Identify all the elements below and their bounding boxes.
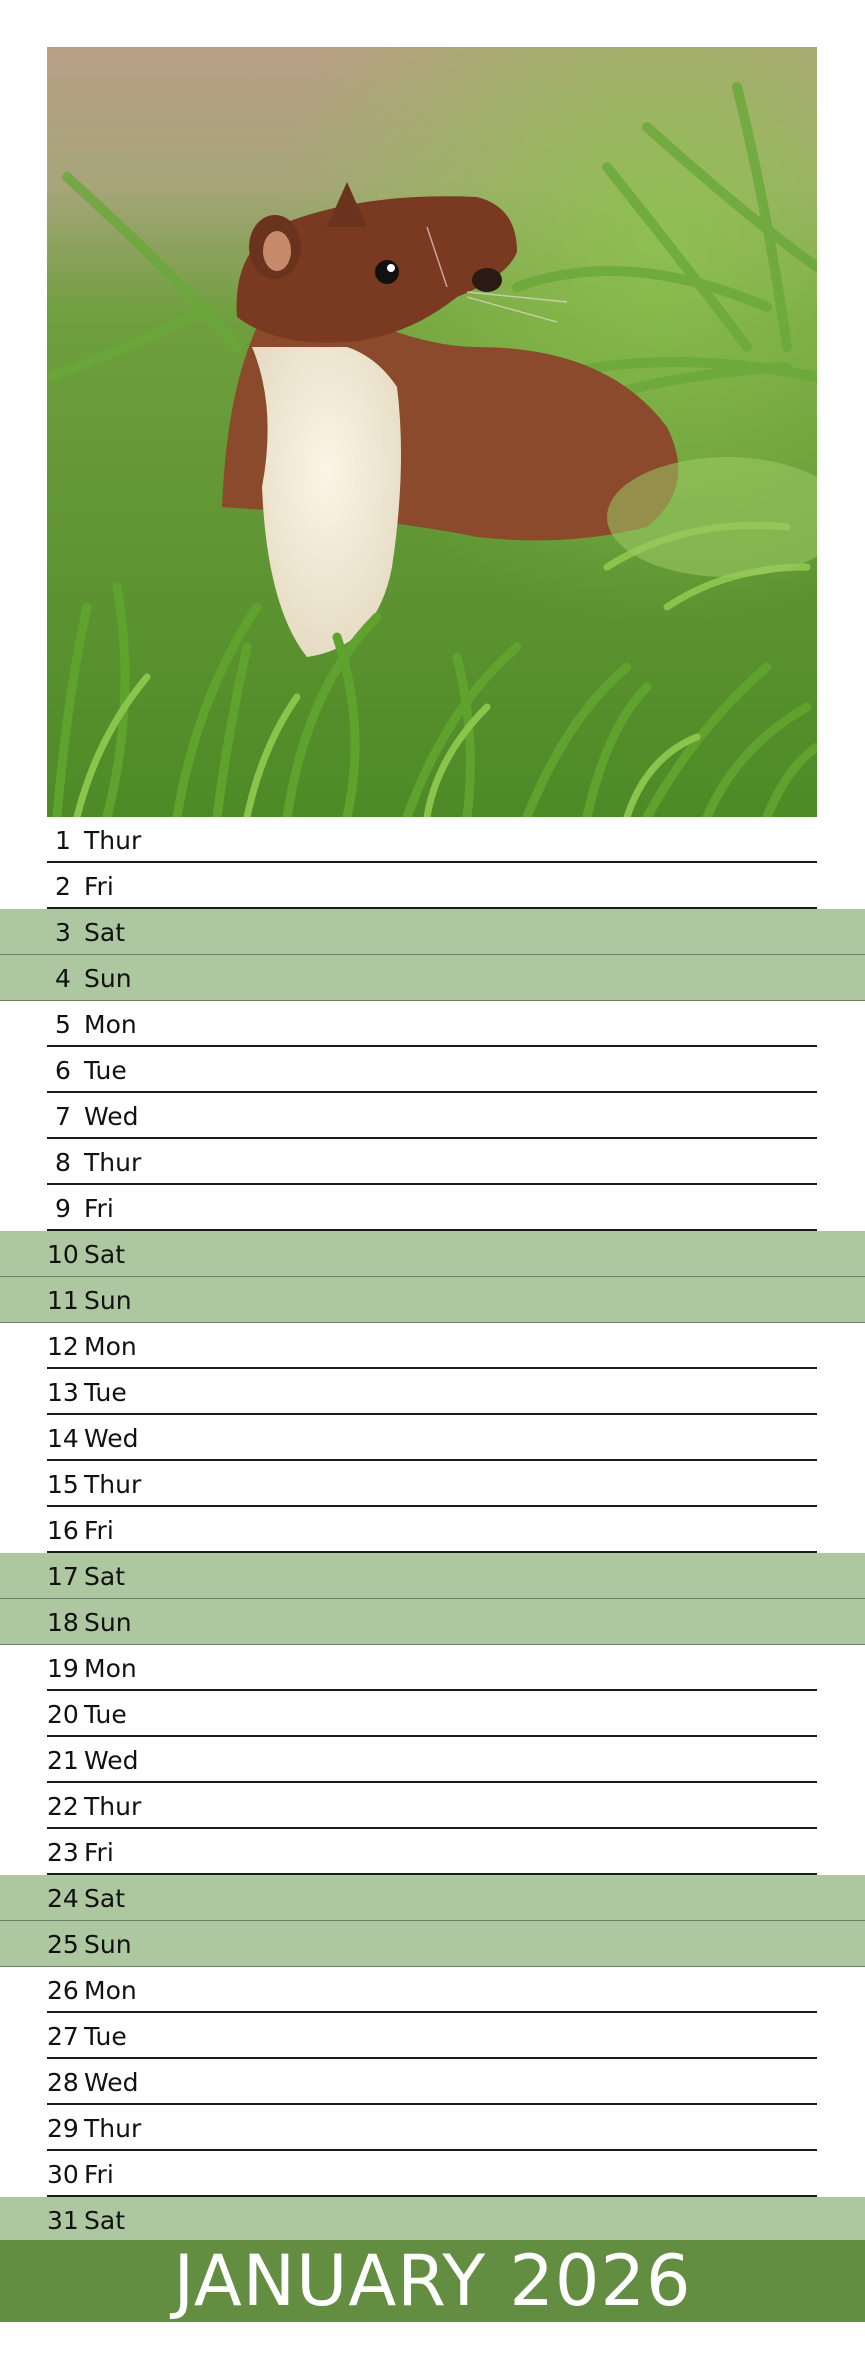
day-of-week: Fri	[84, 1838, 114, 1867]
day-of-week: Sun	[84, 1930, 132, 1959]
day-number: 6	[55, 1056, 71, 1085]
day-row	[0, 1323, 865, 1369]
day-number: 11	[47, 1286, 79, 1315]
day-of-week: Tue	[84, 2022, 127, 2051]
day-number: 14	[47, 1424, 79, 1453]
day-of-week: Wed	[84, 1424, 139, 1453]
day-of-week: Wed	[84, 2068, 139, 2097]
day-number: 17	[47, 1562, 79, 1591]
day-of-week: Fri	[84, 872, 114, 901]
day-row	[0, 1691, 865, 1737]
day-row	[0, 1783, 865, 1829]
day-row	[0, 1047, 865, 1093]
day-number: 16	[47, 1516, 79, 1545]
day-number: 24	[47, 1884, 79, 1913]
day-of-week: Mon	[84, 1654, 137, 1683]
day-row	[0, 955, 865, 1001]
day-number: 20	[47, 1700, 79, 1729]
day-of-week: Sun	[84, 964, 132, 993]
month-title: JANUARY 2026	[0, 2240, 865, 2322]
day-row	[0, 1185, 865, 1231]
day-number: 31	[47, 2206, 79, 2235]
day-of-week: Thur	[84, 826, 142, 855]
day-row	[0, 2105, 865, 2151]
day-row	[0, 1967, 865, 2013]
day-row	[0, 1415, 865, 1461]
day-number: 5	[55, 1010, 71, 1039]
day-row	[0, 1599, 865, 1645]
day-number: 22	[47, 1792, 79, 1821]
day-of-week: Sat	[84, 1240, 125, 1269]
day-number: 19	[47, 1654, 79, 1683]
day-number: 3	[55, 918, 71, 947]
day-of-week: Wed	[84, 1746, 139, 1775]
day-row	[0, 2059, 865, 2105]
day-number: 28	[47, 2068, 79, 2097]
day-number: 4	[55, 964, 71, 993]
day-of-week: Thur	[84, 1792, 142, 1821]
day-row	[0, 2151, 865, 2197]
day-of-week: Sat	[84, 1562, 125, 1591]
day-number: 18	[47, 1608, 79, 1637]
day-row	[0, 1461, 865, 1507]
day-list	[0, 817, 865, 2243]
day-row	[0, 1139, 865, 1185]
day-row	[0, 2013, 865, 2059]
day-of-week: Tue	[84, 1700, 127, 1729]
day-of-week: Sat	[84, 918, 125, 947]
day-row	[0, 2197, 865, 2243]
day-row	[0, 1369, 865, 1415]
day-of-week: Mon	[84, 1332, 137, 1361]
day-of-week: Tue	[84, 1378, 127, 1407]
day-of-week: Thur	[84, 1470, 142, 1499]
day-row	[0, 1737, 865, 1783]
day-number: 30	[47, 2160, 79, 2189]
day-number: 2	[55, 872, 71, 901]
day-of-week: Wed	[84, 1102, 139, 1131]
day-of-week: Sun	[84, 1608, 132, 1637]
day-row	[0, 1921, 865, 1967]
day-number: 27	[47, 2022, 79, 2051]
day-row	[0, 1829, 865, 1875]
day-of-week: Tue	[84, 1056, 127, 1085]
day-row	[0, 1231, 865, 1277]
day-number: 1	[55, 826, 71, 855]
day-row	[0, 1093, 865, 1139]
day-row	[0, 1507, 865, 1553]
day-of-week: Fri	[84, 1516, 114, 1545]
day-row	[0, 1645, 865, 1691]
day-of-week: Sun	[84, 1286, 132, 1315]
day-of-week: Thur	[84, 2114, 142, 2143]
day-of-week: Sat	[84, 1884, 125, 1913]
day-number: 15	[47, 1470, 79, 1499]
day-number: 13	[47, 1378, 79, 1407]
day-of-week: Thur	[84, 1148, 142, 1177]
day-number: 9	[55, 1194, 71, 1223]
day-number: 21	[47, 1746, 79, 1775]
day-of-week: Mon	[84, 1010, 137, 1039]
day-number: 29	[47, 2114, 79, 2143]
day-row	[0, 1001, 865, 1047]
day-of-week: Sat	[84, 2206, 125, 2235]
day-of-week: Fri	[84, 2160, 114, 2189]
day-row	[0, 1875, 865, 1921]
day-of-week: Mon	[84, 1976, 137, 2005]
day-number: 10	[47, 1240, 79, 1269]
day-number: 7	[55, 1102, 71, 1131]
day-row	[0, 1553, 865, 1599]
day-number: 12	[47, 1332, 79, 1361]
day-number: 26	[47, 1976, 79, 2005]
day-row	[0, 863, 865, 909]
day-number: 25	[47, 1930, 79, 1959]
day-row	[0, 817, 865, 863]
day-number: 8	[55, 1148, 71, 1177]
day-number: 23	[47, 1838, 79, 1867]
day-of-week: Fri	[84, 1194, 114, 1223]
day-row	[0, 1277, 865, 1323]
day-row	[0, 909, 865, 955]
stoat-photo	[47, 47, 817, 817]
